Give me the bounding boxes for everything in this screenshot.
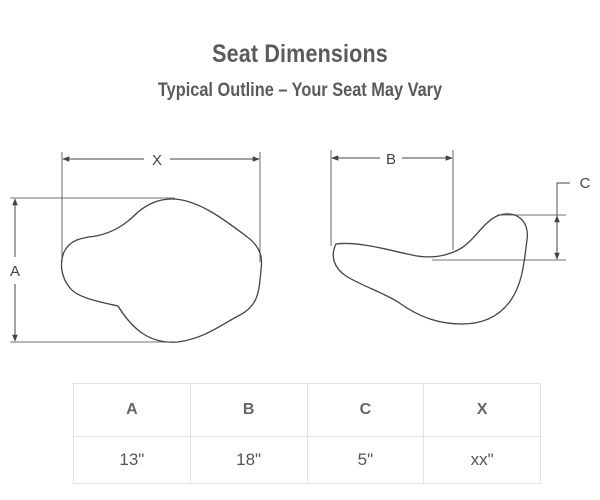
page-title: Seat Dimensions — [212, 40, 388, 68]
seat-side-outline — [333, 214, 527, 324]
value-cell-c: 5" — [307, 437, 424, 484]
page-subtitle: Typical Outline – Your Seat May Vary — [157, 80, 443, 101]
dimensions-table — [73, 383, 541, 484]
x-dimension-label: X — [151, 152, 163, 169]
top-view — [10, 152, 262, 342]
value-cell-b: 18" — [190, 437, 307, 484]
header-cell-x: X — [424, 384, 541, 437]
header-cell-b: B — [190, 384, 307, 437]
c-leader-line — [557, 183, 570, 216]
a-dimension-label: A — [9, 263, 21, 280]
b-dimension-label: B — [385, 151, 397, 168]
value-cell-a: 13" — [74, 437, 191, 484]
c-dimension-label: C — [579, 175, 591, 192]
table-value-row — [74, 437, 541, 484]
seat-top-outline — [62, 199, 262, 342]
table-header-row — [74, 384, 541, 437]
side-view — [331, 150, 570, 324]
value-cell-x: xx" — [424, 437, 541, 484]
header-cell-c: C — [307, 384, 424, 437]
header-cell-a: A — [74, 384, 191, 437]
